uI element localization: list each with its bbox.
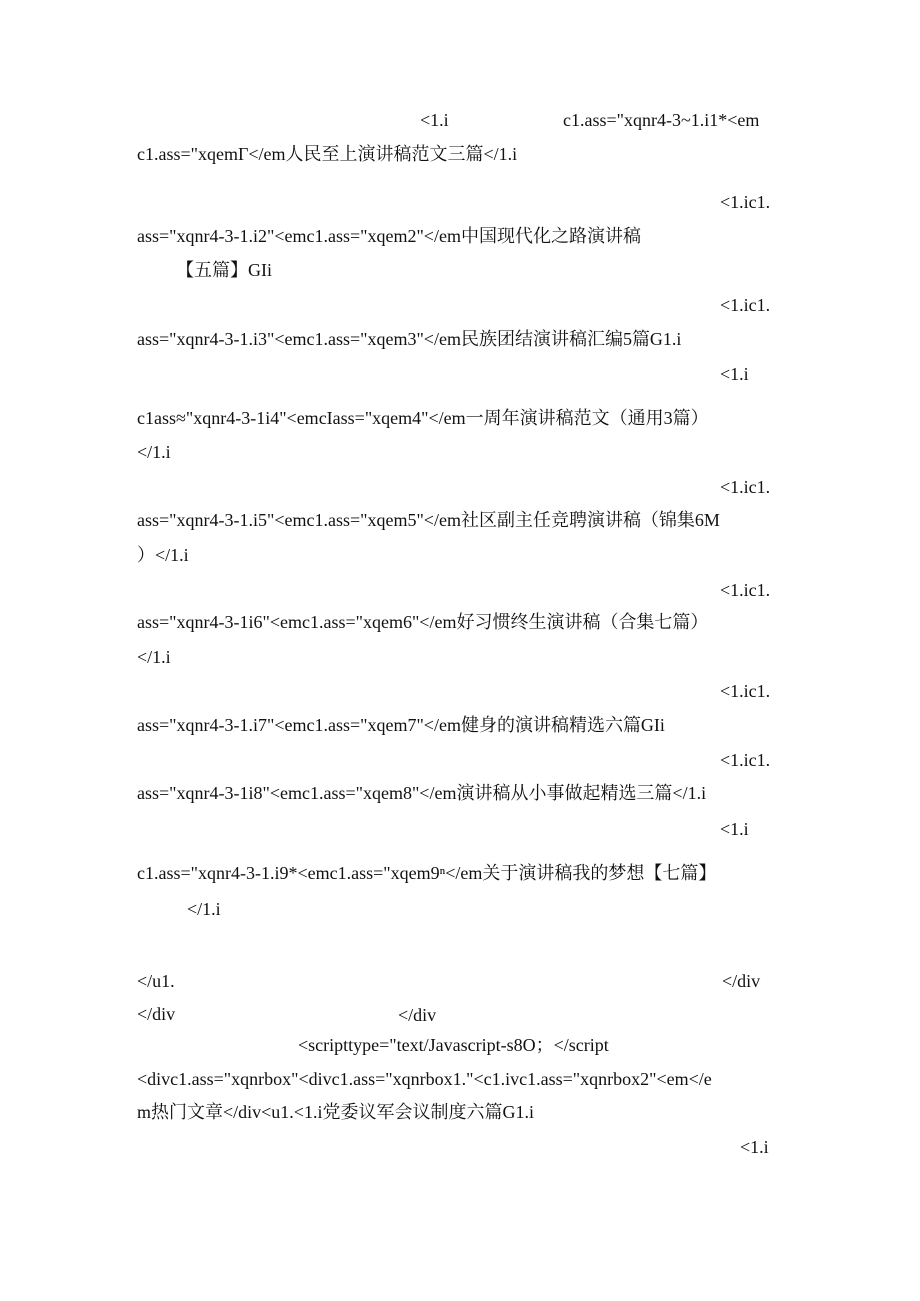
text-line: c1.ass="xqnr4-3~1.i1*<em bbox=[563, 110, 760, 130]
text-line: c1.ass="xqnr4-3-1.i9*<emc1.ass="xqem9ⁿ</em关于演讲稿我的梦想【七篇】 bbox=[137, 863, 717, 883]
text-line: </1.i bbox=[137, 647, 171, 667]
text-line: ass="xqnr4-3-1.i7"<emc1.ass="xqem7"</em健身的演讲稿精选六篇GIi bbox=[137, 715, 665, 735]
text-line: <1.i bbox=[740, 1137, 769, 1157]
text-line: <1.i bbox=[420, 110, 449, 130]
text-line: </1.i bbox=[187, 899, 221, 919]
text-line: </1.i bbox=[137, 442, 171, 462]
text-line: <1.i bbox=[720, 364, 749, 384]
text-line: </u1. bbox=[137, 971, 175, 991]
text-line: <1.ic1. bbox=[720, 681, 771, 701]
text-line: <1.ic1. bbox=[720, 477, 771, 497]
text-line: m热门文章</div<u1.<1.i党委议军会议制度六篇G1.i bbox=[137, 1102, 534, 1122]
text-line: <1.ic1. bbox=[720, 192, 771, 212]
text-line: c1ass≈"xqnr4-3-1i4"<emcIass="xqem4"</em一周年演讲稿范文（通用3篇） bbox=[137, 408, 709, 428]
text-line: <1.ic1. bbox=[720, 580, 771, 600]
text-line: </div bbox=[722, 971, 761, 991]
text-line: </div bbox=[137, 1004, 176, 1024]
text-line: 【五篇】GIi bbox=[176, 260, 272, 280]
text-line: ass="xqnr4-3-1i8"<emc1.ass="xqem8"</em演讲稿从小事做起精选三篇</1.i bbox=[137, 783, 707, 803]
text-line: <divc1.ass="xqnrbox"<divc1.ass="xqnrbox1."<c1.ivc1.ass="xqnrbox2"<em</e bbox=[137, 1069, 712, 1089]
text-line: <1.ic1. bbox=[720, 295, 771, 315]
text-line: ass="xqnr4-3-1.i5"<emc1.ass="xqem5"</em社区副主任竞聘演讲稿（锦集6M bbox=[137, 510, 720, 530]
text-line: <1.i bbox=[720, 819, 749, 839]
text-line: <scripttype="text/Javascript-s8O；</script bbox=[298, 1035, 609, 1055]
text-line: ）</1.i bbox=[137, 545, 189, 565]
text-line: <1.ic1. bbox=[720, 750, 771, 770]
text-line: c1.ass="xqemΓ</em人民至上演讲稿范文三篇</1.i bbox=[137, 144, 518, 164]
text-line: ass="xqnr4-3-1i6"<emc1.ass="xqem6"</em好习惯终生演讲稿（合集七篇） bbox=[137, 612, 709, 632]
text-line: </div bbox=[398, 1005, 437, 1025]
text-line: ass="xqnr4-3-1.i3"<emc1.ass="xqem3"</em民族团结演讲稿汇编5篇G1.i bbox=[137, 329, 682, 349]
text-line: ass="xqnr4-3-1.i2"<emc1.ass="xqem2"</em中国现代化之路演讲稿 bbox=[137, 226, 641, 246]
